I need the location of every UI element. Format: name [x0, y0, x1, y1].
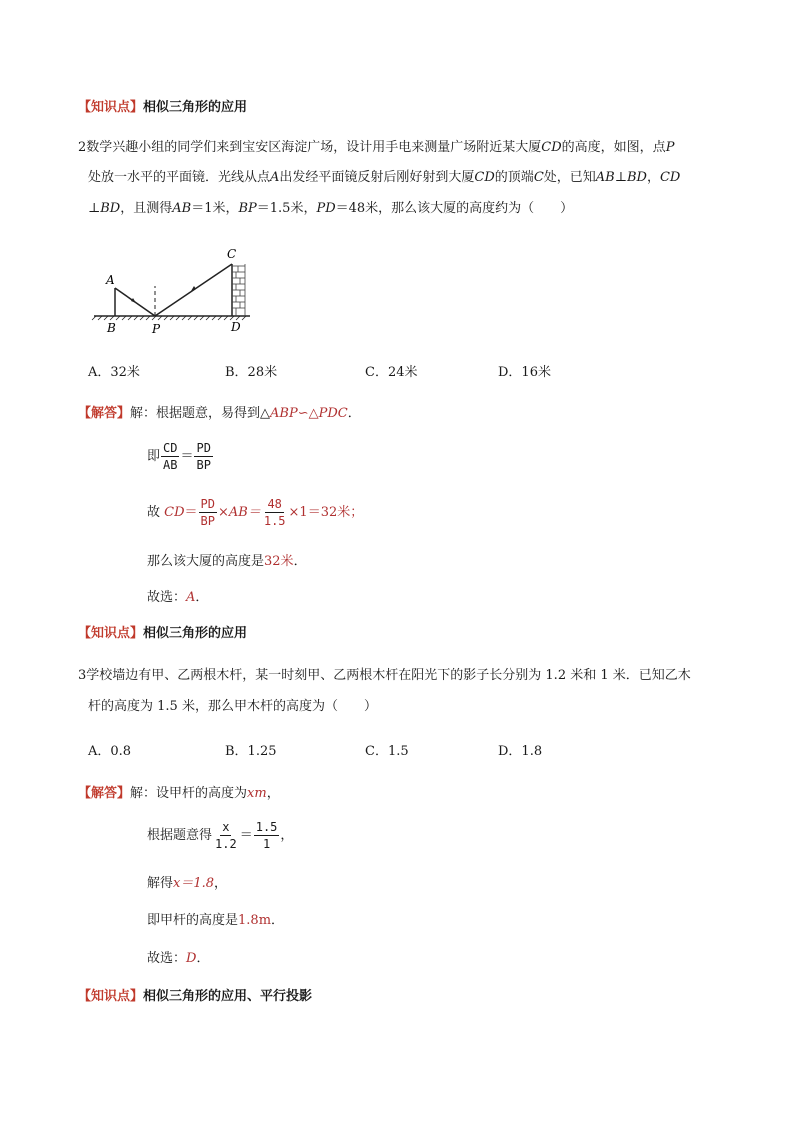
var: AB: [172, 201, 192, 216]
denominator: BP: [196, 458, 211, 472]
text: 数学兴趣小组的同学们来到宝安区海淀广场，设计用手电来测量广场附近某大厦: [86, 140, 542, 155]
var: BP: [238, 201, 257, 216]
label-b: B: [107, 321, 116, 335]
denominator: 1: [262, 837, 271, 851]
solution-2-height: [147, 552, 307, 572]
numerator: PD: [196, 441, 211, 455]
knowledge-tag: 【知识点】: [78, 100, 144, 115]
knowledge-point-3: [78, 987, 312, 1007]
geometry-figure: [90, 244, 260, 340]
var: CD: [659, 170, 681, 185]
answer-value: 1.8m: [238, 913, 272, 928]
building-bricks: [232, 264, 245, 316]
text: 处，已知: [543, 170, 596, 185]
numerator: CD: [163, 441, 178, 455]
option-d[interactable]: D．16米: [498, 365, 551, 380]
var: CD: [541, 140, 562, 155]
denominator: 1.5: [263, 514, 286, 528]
text: 杆的高度为 1.5 米，那么甲木杆的高度为（ ）: [88, 699, 377, 714]
knowledge-point-1: [78, 98, 247, 118]
label-d: D: [231, 320, 241, 334]
text: 的高度，如图，点: [561, 140, 666, 155]
var: C: [533, 170, 544, 185]
fraction-1.5-1: [254, 819, 280, 852]
text: ．: [195, 590, 209, 605]
var: PD: [316, 201, 336, 216]
fraction-pd-bp: [194, 440, 212, 473]
knowledge-text: 相似三角形的应用: [143, 100, 248, 115]
answer-choice: A: [186, 590, 196, 605]
knowledge-text: 相似三角形的应用: [143, 626, 248, 641]
text: ＝: [184, 505, 198, 520]
text: 的顶端: [494, 170, 534, 185]
text: ＝1.5米，: [256, 201, 317, 216]
var: CD: [474, 170, 495, 185]
text: 处放一水平的平面镜．光线从点: [88, 170, 271, 185]
answer-value: x＝1.8: [173, 876, 215, 891]
option-c[interactable]: C．24米: [365, 365, 418, 380]
var: BD: [100, 201, 121, 216]
text: 学校墙边有甲、乙两根木杆，某一时刻甲、乙两根木杆在阳光下的影子长分别为 1.2 米和 1 米．已知乙木: [86, 668, 691, 683]
text: 根据题意得: [147, 828, 213, 843]
text: 解：根据题意，易得到△: [130, 406, 271, 421]
text: ，: [214, 876, 228, 891]
arrow-head: [131, 298, 136, 303]
var: P: [665, 140, 675, 155]
var: A: [270, 170, 280, 185]
answer-choice: D: [186, 951, 197, 966]
fraction-pd-bp: [199, 496, 217, 529]
solution-2-ratio: [147, 440, 214, 473]
text: ×AB＝: [218, 505, 261, 520]
option-a[interactable]: A．0.8: [88, 744, 132, 759]
option-c[interactable]: C．1.5: [365, 744, 409, 759]
question-3-line-2: [88, 697, 377, 717]
text: 那么该大厦的高度是: [147, 554, 265, 569]
text: ⊥: [88, 201, 101, 216]
solution-2-choice: [147, 588, 208, 608]
denominator: AB: [163, 458, 178, 472]
solution-tag: 【解答】: [78, 786, 131, 801]
var: CD: [164, 505, 185, 520]
option-b[interactable]: B．1.25: [225, 744, 277, 759]
text: ∽△: [297, 406, 319, 421]
option-d[interactable]: D．1.8: [498, 744, 543, 759]
solution-3-solve: [147, 874, 227, 894]
text: ．: [271, 913, 285, 928]
var: AB⊥BD: [595, 170, 647, 185]
text: ＝: [239, 828, 253, 843]
solution-2-calc: [147, 496, 363, 529]
text: 即甲杆的高度是: [147, 913, 239, 928]
solution-3-choice: [147, 949, 209, 969]
denominator: BP: [200, 514, 215, 528]
numerator: 1.5: [255, 820, 278, 834]
text: ＝48米，那么该大厦的高度约为（ ）: [335, 201, 574, 216]
var: ABP: [270, 406, 298, 421]
text: ×1＝32米；: [288, 505, 364, 520]
solution-3-intro: [78, 784, 280, 804]
fraction-x-1.2: [213, 819, 239, 852]
text: 解得: [147, 876, 174, 891]
text: ．: [347, 406, 361, 421]
text: 故选：: [147, 590, 187, 605]
option-a[interactable]: A．32米: [88, 365, 140, 380]
text: ，: [646, 170, 660, 185]
question-2-line-1: [78, 138, 674, 158]
knowledge-tag: 【知识点】: [78, 989, 144, 1004]
text: ＝1米，: [191, 201, 239, 216]
numerator: PD: [200, 497, 215, 511]
solution-2-intro: [78, 404, 361, 424]
solution-3-equation: [147, 819, 293, 852]
fraction-cd-ab: [161, 440, 179, 473]
answer-value: 32米: [264, 554, 294, 569]
solution-tag: 【解答】: [78, 406, 131, 421]
var: PDC: [318, 406, 348, 421]
text: ，且测得: [120, 201, 173, 216]
text: ＝: [180, 449, 194, 464]
text: ．: [196, 951, 210, 966]
knowledge-text: 相似三角形的应用、平行投影: [143, 989, 313, 1004]
text: 解：设甲杆的高度为: [130, 786, 248, 801]
text: 故选：: [147, 951, 187, 966]
solution-3-height: [147, 911, 284, 931]
question-2-line-3: [88, 199, 573, 219]
numerator: x: [222, 820, 230, 834]
denominator: 1.2: [215, 837, 237, 851]
label-a: A: [106, 273, 115, 287]
knowledge-point-2: [78, 624, 247, 644]
fraction-48-1.5: [262, 496, 288, 529]
numerator: 48: [267, 497, 282, 511]
text: ，: [280, 828, 294, 843]
question-2-line-2: [88, 168, 680, 188]
text: 出发经平面镜反射后刚好射到大厦: [279, 170, 475, 185]
option-b[interactable]: B．28米: [225, 365, 278, 380]
text: 故: [147, 505, 161, 520]
label-p: P: [152, 322, 161, 336]
text: ．: [293, 554, 307, 569]
label-c: C: [227, 247, 237, 261]
question-number: 3: [78, 668, 87, 683]
knowledge-tag: 【知识点】: [78, 626, 144, 641]
text: ，: [266, 786, 280, 801]
question-3-line-1: [78, 666, 691, 686]
var: xm: [247, 786, 267, 801]
text: 即: [147, 449, 161, 464]
question-number: 2: [78, 140, 87, 155]
